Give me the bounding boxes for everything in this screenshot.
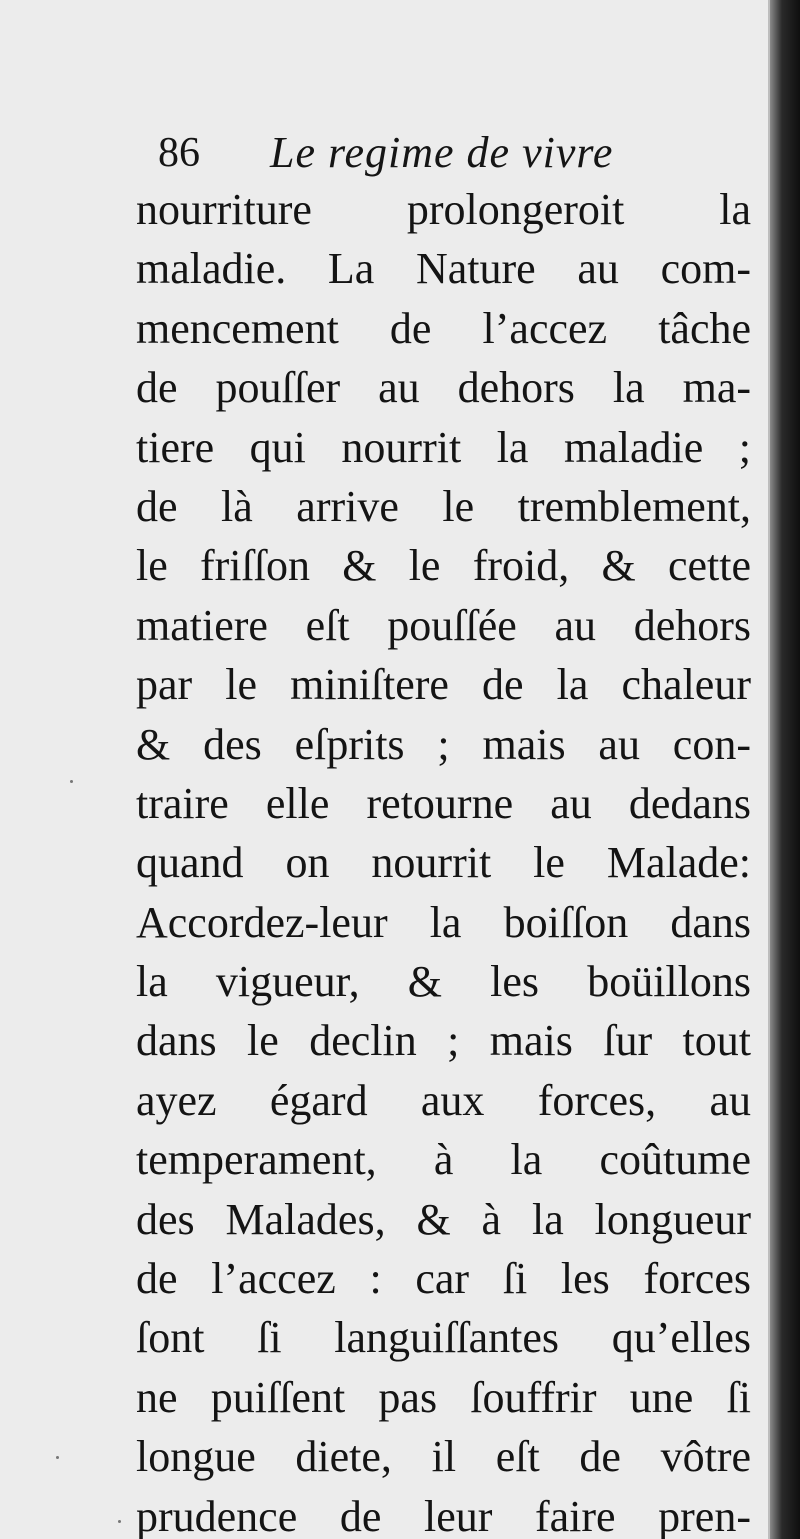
text-line: longue diete, il eſt de vôtre bbox=[136, 1432, 751, 1482]
running-head-title: Le regime de vivre bbox=[270, 128, 614, 177]
text-line: Accordez-leur la boiſſon dans bbox=[136, 897, 751, 947]
text-line: ayez égard aux forces, au bbox=[136, 1075, 751, 1125]
text-line: mencement de l’accez tâche bbox=[136, 303, 751, 353]
text-line: maladie. La Nature au com- bbox=[136, 244, 751, 294]
text-line: la vigueur, & les boüillons bbox=[136, 957, 751, 1007]
text-line: dans le declin ; mais ſur tout bbox=[136, 1016, 751, 1066]
text-line: quand on nourrit le Malade: bbox=[136, 838, 751, 888]
text-line: de là arrive le tremblement, bbox=[136, 481, 751, 531]
text-line: traire elle retourne au dedans bbox=[136, 778, 751, 828]
text-line: & des eſprits ; mais au con- bbox=[136, 719, 751, 769]
text-line: de pouſſer au dehors la ma- bbox=[136, 363, 751, 413]
text-line: tiere qui nourrit la maladie ; bbox=[136, 422, 751, 472]
text-line: par le miniſtere de la chaleur bbox=[136, 660, 751, 710]
text-line: de l’accez : car ſi les forces bbox=[136, 1254, 751, 1304]
text-line: ne puiſſent pas ſouffrir une ſi bbox=[136, 1372, 751, 1422]
text-line: matiere eſt pouſſée au dehors bbox=[136, 600, 751, 650]
body-text bbox=[136, 180, 751, 1539]
text-line: nourriture prolongeroit la bbox=[136, 185, 751, 234]
page-gutter-shadow bbox=[770, 0, 800, 1539]
running-head bbox=[158, 118, 718, 188]
text-line: temperament, à la coûtume bbox=[136, 1135, 751, 1185]
ink-speck bbox=[70, 780, 73, 783]
text-line: prudence de leur faire pren- bbox=[136, 1491, 751, 1539]
ink-speck bbox=[118, 1520, 121, 1523]
page-number: 86 bbox=[158, 130, 200, 176]
text-line: le friſſon & le froid, & cette bbox=[136, 541, 751, 591]
text-line: des Malades, & à la longueur bbox=[136, 1194, 751, 1244]
ink-speck bbox=[56, 1456, 59, 1459]
text-line: ſont ſi languiſſantes qu’elles bbox=[136, 1313, 751, 1363]
